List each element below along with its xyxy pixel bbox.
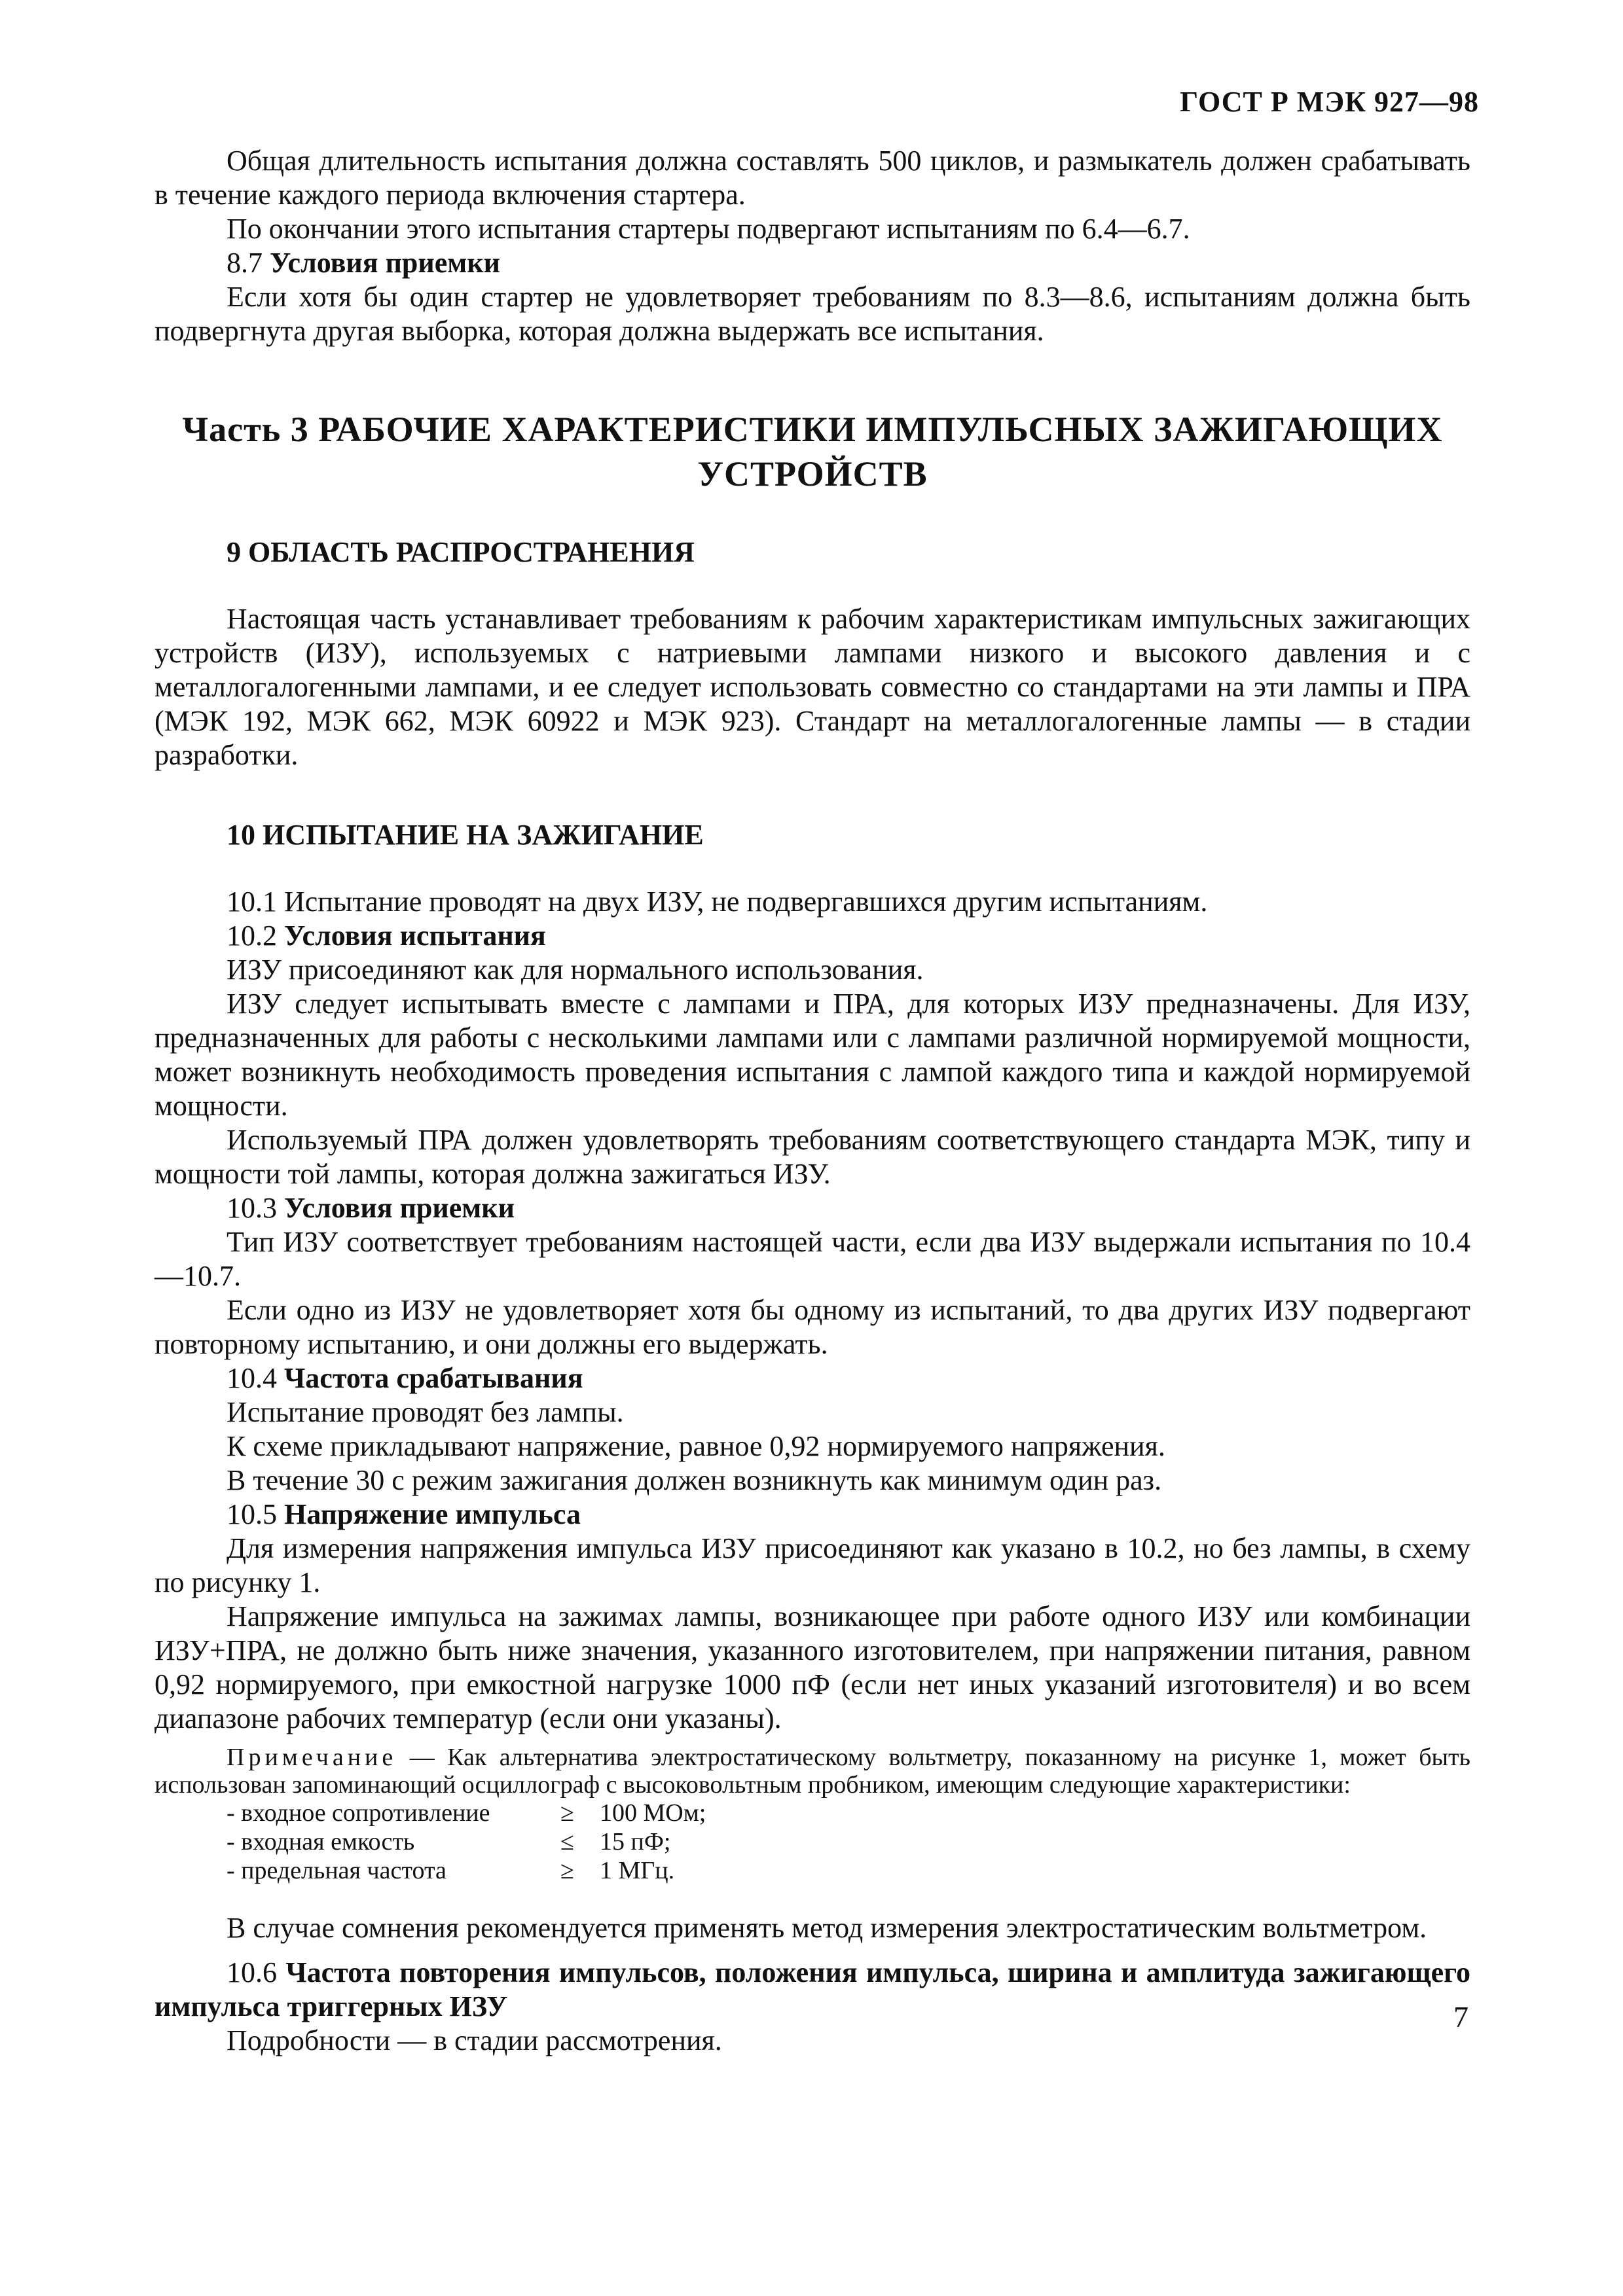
subsection-title: Условия приемки [284,1192,515,1224]
document-body [155,144,1470,2058]
note-text: — Как альтернатива электростатическому вольтметру, показанному на рисунке 1, может быть использован запоминающий осциллограф с высоковольтным пробником, имеющим следующие характеристики: [155,1744,1470,1799]
paragraph: В случае сомнения рекомендуется применять метод измерения электростатическим вольтметром. [227,1912,1427,1944]
note-label: Примечание [227,1744,397,1771]
subsection-heading [155,1191,1470,1225]
subsection-title: Частота повторения импульсов, положения импульса, ширина и амплитуда зажигающего импульса триггерных ИЗУ [155,1956,1471,2022]
subsection-title: Условия испытания [284,920,546,952]
part-title [155,407,1470,496]
paragraph: Общая длительность испытания должна составлять 500 циклов, и размыкатель должен срабатывать в течение каждого периода включения стартера. [155,145,1470,211]
part-title-line: УСТРОЙСТВ [697,454,928,493]
paragraph: Если одно из ИЗУ не удовлетворяет хотя бы одному из испытаний, то два других ИЗУ подвергают повторному испытанию, и они должны его выдержать. [155,1294,1470,1360]
paragraph: Для измерения напряжения импульса ИЗУ присоединяют как указано в 10.2, но без лампы, в схему по рисунку 1. [155,1532,1470,1598]
subsection-heading [155,246,1470,280]
paragraph: По окончании этого испытания стартеры подвергают испытаниям по 6.4—6.7. [227,213,1190,245]
page-number: 7 [1453,2000,1468,2034]
paragraph: Подробности — в стадии рассмотрения. [227,2024,722,2056]
paragraph: ИЗУ присоединяют как для нормального использования. [227,954,924,986]
note-item-value: 1 МГц. [600,1857,675,1884]
paragraph: В течение 30 с режим зажигания должен возникнуть как минимум один раз. [227,1464,1162,1496]
subsection-number: 10.2 [227,920,277,952]
note [155,1744,1470,1799]
note-item-value: 15 пФ; [600,1828,671,1856]
paragraph: Напряжение импульса на зажимах лампы, возникающее при работе одного ИЗУ или комбинации ИЗУ+ПРА, не должно быть ниже значения, указанного изготовителем, при напряжении питания, равном 0,92 нормируемого, при емкостной нагрузке 1000 пФ (если нет иных указаний изготовителя) и во всем диапазоне рабочих температур (если они указаны). [155,1600,1470,1734]
paragraph: Если хотя бы один стартер не удовлетворяет требованиям по 8.3—8.6, испытаниям должна быть подвергнута другая выборка, которая должна выдержать все испытания. [155,281,1470,347]
paragraph: Настоящая часть устанавливает требованиям к рабочим характеристикам импульсных зажигающих устройств (ИЗУ), используемых с натриевыми лампами низкого и высокого давления и с металлогалогенными лампами, и ее следует использовать совместно со стандартами на эти лампы и ПРА (МЭК 192, МЭК 662, МЭК 60922 и МЭК 923). Стандарт на металлогалогенные лампы — в стадии разработки. [155,603,1470,771]
subsection-heading [155,1956,1470,2024]
note-list-item [155,1856,1470,1885]
subsection-number: 10.5 [227,1498,277,1530]
paragraph: Используемый ПРА должен удовлетворять требованиям соответствующего стандарта МЭК, типу и мощности той лампы, которая должна зажигаться ИЗУ. [155,1124,1470,1190]
note-item-operator: ≥ [560,1799,574,1827]
note-item-label: - предельная частота [227,1857,447,1884]
part-title-line: Часть 3 РАБОЧИЕ ХАРАКТЕРИСТИКИ ИМПУЛЬСНЫХ ЗАЖИГАЮЩИХ [182,410,1443,449]
paragraph: 10.1 Испытание проводят на двух ИЗУ, не подвергавшихся другим испытаниям. [227,886,1208,918]
paragraph: К схеме прикладывают напряжение, равное 0,92 нормируемого напряжения. [227,1430,1165,1462]
section-title: 9 ОБЛАСТЬ РАСПРОСТРАНЕНИЯ [227,536,695,568]
note-item-operator: ≥ [560,1857,574,1884]
section-title: 10 ИСПЫТАНИЕ НА ЗАЖИГАНИЕ [227,819,704,851]
note-item-label: - входная емкость [227,1828,415,1856]
subsection-heading [155,919,1470,953]
subsection-title: Условия приемки [270,247,500,279]
document-header: ГОСТ Р МЭК 927—98 [1180,86,1479,118]
subsection-number: 10.3 [227,1192,277,1224]
subsection-heading [155,1361,1470,1395]
subsection-number: 8.7 [227,247,263,279]
paragraph: Испытание проводят без лампы. [227,1396,624,1428]
subsection-title: Напряжение импульса [284,1498,581,1530]
note-item-label: - входное сопротивление [227,1799,490,1827]
note-item-operator: ≤ [560,1828,574,1856]
note-list-item [155,1799,1470,1827]
subsection-title: Частота срабатывания [284,1362,583,1394]
subsection-heading [155,1498,1470,1532]
subsection-number: 10.6 [227,1956,277,1988]
note-item-value: 100 МОм; [600,1799,706,1827]
paragraph: ИЗУ следует испытывать вместе с лампами и ПРА, для которых ИЗУ предназначены. Для ИЗУ, предназначенных для работы с несколькими лампами или с лампами различной нормируемой мощности, может возникнуть необходимость проведения испытания с лампой каждого типа и каждой нормируемой мощности. [155,988,1470,1122]
paragraph: Тип ИЗУ соответствует требованиям настоящей части, если два ИЗУ выдержали испытания по 10.4—10.7. [155,1226,1470,1292]
subsection-number: 10.4 [227,1362,277,1394]
note-list-item [155,1827,1470,1856]
